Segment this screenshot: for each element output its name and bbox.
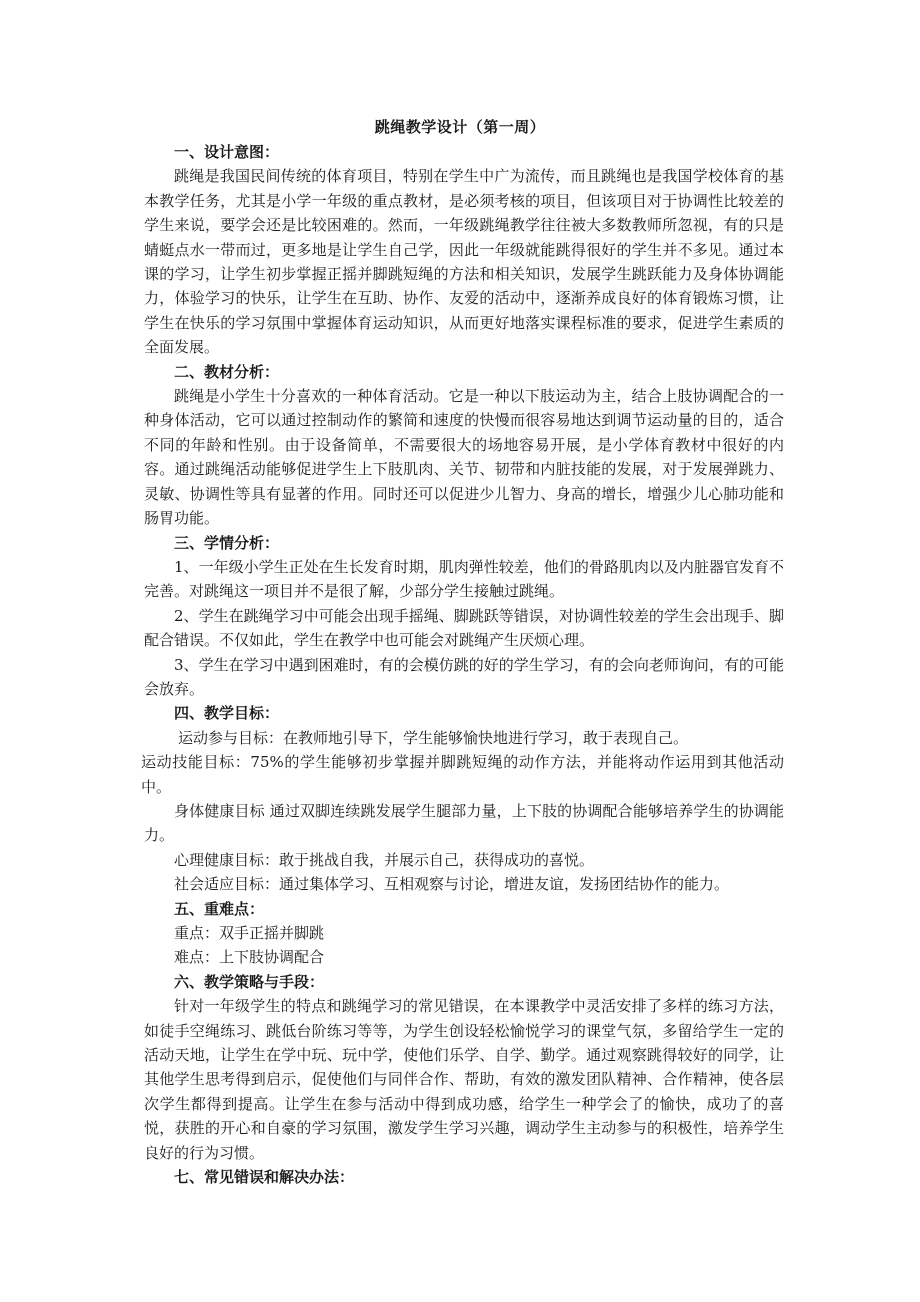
paragraph-student-analysis-2: 2、学生在跳绳学习中可能会出现手摇绳、脚跳跃等错误，对协调性较差的学生会出现手、脚配合错误。不仅如此，学生在教学中也可能会对跳绳产生厌烦心理。 xyxy=(144,606,784,650)
document-body xyxy=(141,140,784,1189)
section-heading-key-points: 五、重难点： xyxy=(174,899,265,918)
section-heading-common-errors: 七、常见错误和解决办法： xyxy=(174,1168,355,1187)
goal-physical-health: 身体健康目标 通过双脚连续跳发展学生腿部力量，上下肢的协调配合能够培养学生的协调能力。 xyxy=(144,801,784,845)
paragraph-material-analysis: 跳绳是小学生十分喜欢的一种体育活动。它是一种以下肢运动为主，结合上肢协调配合的一种身体活动，它可以通过控制动作的繁简和速度的快慢而很容易地达到调节运动量的目的，适合不同的年龄和性别。由于设备简单，不需要很大的场地容易开展，是小学体育教材中很好的内容。通过跳绳活动能够促进学生上下肢肌肉、关节、韧带和内脏技能的发展，对于发展弹跳力、灵敏、协调性等具有显著的作用。同时还可以促进少儿智力、身高的增长，增强少儿心肺功能和肠胃功能。 xyxy=(144,387,784,528)
section-heading-design-intent: 一、设计意图： xyxy=(174,143,280,161)
difficult-point: 难点：上下肢协调配合 xyxy=(174,948,325,967)
section-heading-material-analysis: 二、教材分析： xyxy=(174,362,280,381)
paragraph-student-analysis-3: 3、学生在学习中遇到困难时，有的会模仿跳的好的学生学习，有的会向老师询问，有的可能会放弃。 xyxy=(144,655,784,698)
goal-social-adaptation: 社会适应目标：通过集体学习、互相观察与讨论，增进友谊，发扬团结协作的能力。 xyxy=(174,875,730,894)
goal-skill: 运动技能目标：75%的学生能够初步掌握并脚跳短绳的动作方法，并能将动作运用到其他活动中。 xyxy=(141,753,784,796)
section-heading-teaching-goals: 四、教学目标： xyxy=(174,704,280,723)
paragraph-student-analysis-1: 1、一年级小学生正处在生长发育时期，肌肉弹性较差，他们的骨路肌肉以及内脏器官发育不完善。对跳绳这一项目并不是很了解，少部分学生接触过跳绳。 xyxy=(144,557,784,601)
key-point: 重点：双手正摇并脚跳 xyxy=(174,924,325,942)
document-title: 跳绳教学设计（第一周） xyxy=(374,118,546,136)
goal-participation: 运动参与目标：在教师地引导下，学生能够愉快地进行学习，敢于表现自己。 xyxy=(178,728,689,747)
paragraph-design-intent: 跳绳是我国民间传统的体育项目，特别在学生中广为流传，而且跳绳也是我国学校体育的基本教学任务，尤其是小学一年级的重点教材，是必须考核的项目，但该项目对于协调性比较差的学生来说，要学会还是比较困难的。然而，一年级跳绳教学往往被大多数教师所忽视，有的只是蜻蜓点水一带而过，更多地是让学生自己学，因此一年级就能跳得很好的学生并不多见。通过本课的学习，让学生初步掌握正摇并脚跳短绳的方法和相关知识，发展学生跳跃能力及身体协调能力，体验学习的快乐，让学生在互助、协作、友爱的活动中，逐渐养成良好的体育锻炼习惯，让学生在快乐的学习氛围中掌握体育运动知识，从而更好地落实课程标准的要求，促进学生素质的全面发展。 xyxy=(144,167,784,357)
goal-mental-health: 心理健康目标：敢于挑战自我，并展示自己，获得成功的喜悦。 xyxy=(174,850,595,869)
section-heading-strategies: 六、教学策略与手段： xyxy=(174,972,325,991)
section-heading-student-analysis: 三、学情分析： xyxy=(174,533,280,552)
paragraph-strategies: 针对一年级学生的特点和跳绳学习的常见错误，在本课教学中灵活安排了多样的练习方法，如徒手空绳练习、跳低台阶练习等等，为学生创设轻松愉悦学习的课堂气氛，多留给学生一定的活动天地，让学生在学中玩、玩中学，使他们乐学、自学、勤学。通过观察跳得较好的同学，让其他学生思考得到启示，促使他们与同伴合作、帮助，有效的激发团队精神、合作精神，使各层次学生都得到提高。让学生在参与活动中得到成功感，给学生一种学会了的愉快，成功了的喜悦，获胜的开心和自豪的学习氛围，激发学生学习兴趣，调动学生主动参与的积极性，培养学生良好的行为习惯。 xyxy=(144,997,784,1162)
